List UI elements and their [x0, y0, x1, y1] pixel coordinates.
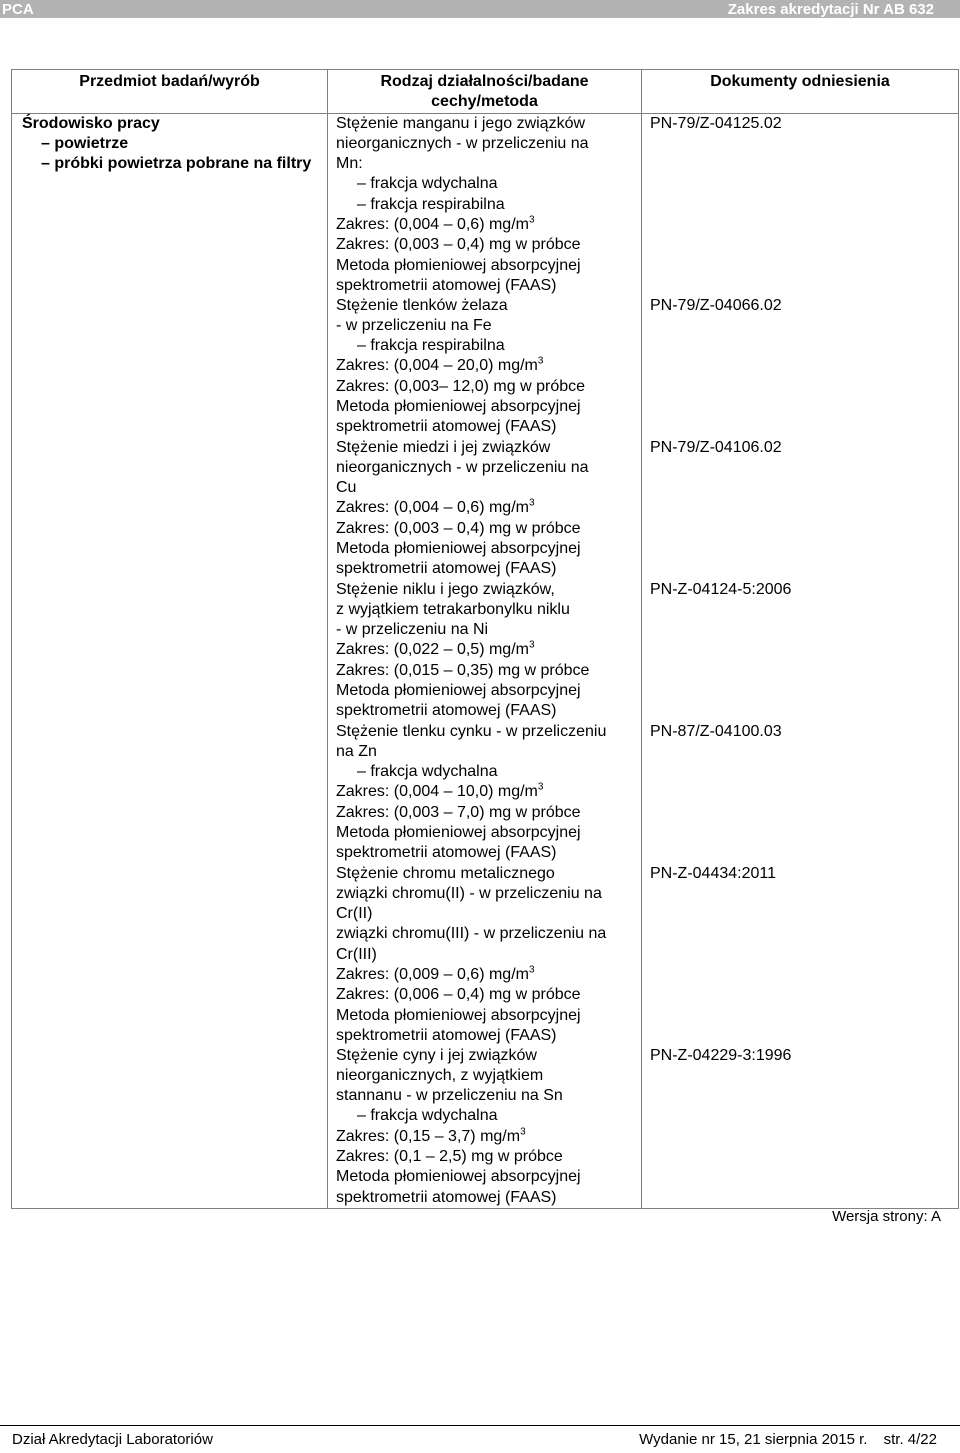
- footer-right: [639, 1431, 937, 1448]
- table-row: [12, 113, 959, 1208]
- unit-superscript: 3: [537, 782, 544, 794]
- unit-superscript: 3: [520, 1126, 526, 1138]
- activity-line: Zakres: (0,015 – 0,35) mg w próbce: [336, 661, 590, 679]
- activity-line: Stężenie tlenków żelaza: [336, 296, 508, 314]
- activity-line: z wyjątkiem tetrakarbonylku niklu: [336, 600, 570, 618]
- activity-line: Mn:: [336, 155, 363, 173]
- subject-line: Środowisko pracy: [22, 114, 160, 132]
- activity-line: związki chromu(III) - w przeliczeniu na: [336, 925, 607, 943]
- page-header: [0, 0, 960, 18]
- activity-line: Metoda płomieniowej absorpcyjnej: [336, 1168, 581, 1186]
- activity-line: – frakcja wdychalna: [357, 175, 498, 193]
- activity-line: Zakres: (0,004 – 20,0) $mg/m^3$: [336, 356, 544, 375]
- activity-block: [336, 1046, 635, 1208]
- activity-line: spektrometrii atomowej (FAAS): [336, 560, 557, 578]
- activity-line: Zakres: (0,1 – 2,5) mg w próbce: [336, 1148, 563, 1166]
- activity-line: Zakres: (0,004 – 0,6) $mg/m^3$: [336, 214, 535, 234]
- activity-block: [336, 580, 635, 722]
- activity-line: Zakres: (0,003 – 0,4) mg w próbce: [336, 519, 581, 537]
- activity-line: Stężenie miedzi i jej związków: [336, 438, 551, 456]
- activity-block: [336, 722, 635, 864]
- activity-line: Zakres: (0,022 – 0,5) $mg/m^3$: [336, 640, 535, 659]
- table-header-row: [12, 70, 959, 114]
- header-left: PCA: [2, 0, 34, 18]
- activity-line: Stężenie niklu i jego związków,: [336, 580, 555, 598]
- unit-superscript: 3: [537, 356, 544, 368]
- activity-line: spektrometrii atomowej (FAAS): [336, 276, 557, 294]
- reference-standard: PN-87/Z-04100.03: [650, 722, 782, 740]
- reference-standard: PN-Z-04229-3:1996: [650, 1046, 792, 1064]
- activity-line: Cu: [336, 479, 357, 497]
- activity-line: Metoda płomieniowej absorpcyjnej: [336, 1006, 581, 1024]
- activity-line: Metoda płomieniowej absorpcyjnej: [336, 398, 581, 416]
- activity-line: spektrometrii atomowej (FAAS): [336, 1188, 557, 1206]
- activity-line: Metoda płomieniowej absorpcyjnej: [336, 682, 581, 700]
- activity-line: – frakcja respirabilna: [357, 195, 505, 213]
- activity-line: – frakcja respirabilna: [357, 337, 505, 355]
- activity-line: Zakres: (0,003 – 0,4) mg w próbce: [336, 236, 581, 254]
- reference-standard: PN-Z-04434:2011: [650, 864, 776, 882]
- reference-standard: PN-79/Z-04106.02: [650, 438, 782, 456]
- activity-line: Zakres: (0,004 – 0,6) $mg/m^3$: [336, 498, 535, 517]
- footer-page-number: str. 4/22: [883, 1431, 937, 1448]
- activity-line: spektrometrii atomowej (FAAS): [336, 418, 557, 436]
- activity-line: Metoda płomieniowej absorpcyjnej: [336, 256, 581, 274]
- reference-standard: PN-79/Z-04066.02: [650, 296, 782, 314]
- activity-line: związki chromu(II) - w przeliczeniu na: [336, 884, 602, 902]
- activity-block: [336, 296, 635, 438]
- footer-edition: Wydanie nr 15, 21 sierpnia 2015 r.: [639, 1431, 868, 1448]
- activity-line: Metoda płomieniowej absorpcyjnej: [336, 824, 581, 842]
- activity-line: Cr(II): [336, 905, 373, 923]
- activity-line: Zakres: (0,006 – 0,4) mg w próbce: [336, 986, 581, 1004]
- activity-block: [336, 114, 635, 296]
- activity-cell: [328, 113, 642, 1208]
- column-header-references: Dokumenty odniesienia: [642, 70, 959, 114]
- activity-line: Metoda płomieniowej absorpcyjnej: [336, 540, 581, 558]
- subject-line: – próbki powietrza pobrane na filtry: [41, 155, 312, 173]
- activity-line: stannanu - w przeliczeniu na Sn: [336, 1087, 563, 1105]
- activity-line: Zakres: (0,004 – 10,0) $mg/m^3$: [336, 782, 544, 801]
- subject-line: – powietrze: [41, 134, 129, 152]
- unit-superscript: 3: [528, 498, 535, 510]
- activity-block: [336, 438, 635, 580]
- page-version: Wersja strony: A: [832, 1208, 941, 1225]
- activity-line: nieorganicznych, z wyjątkiem: [336, 1066, 544, 1084]
- activity-line: Zakres: (0,003 – 7,0) mg w próbce: [336, 803, 581, 821]
- activity-line: - w przeliczeniu na Ni: [336, 621, 489, 639]
- header-right: Zakres akredytacji Nr AB 632: [727, 0, 934, 18]
- activity-line: Zakres: (0,009 – 0,6) $mg/m^3$: [336, 964, 535, 984]
- activity-line: Stężenie tlenku cynku - w przeliczeniu: [336, 722, 607, 740]
- column-header-subject: Przedmiot badań/wyrób: [12, 70, 328, 114]
- activity-line: Stężenie chromu metalicznego: [336, 864, 555, 882]
- activity-line: spektrometrii atomowej (FAAS): [336, 702, 557, 720]
- activity-line: - w przeliczeniu na Fe: [336, 316, 492, 334]
- activity-line: spektrometrii atomowej (FAAS): [336, 844, 557, 862]
- reference-standard: PN-79/Z-04125.02: [650, 114, 782, 132]
- activity-line: Zakres: (0,003– 12,0) mg w próbce: [336, 377, 586, 395]
- accreditation-table: [11, 69, 959, 1209]
- unit-superscript: 3: [528, 214, 535, 226]
- activity-line: spektrometrii atomowej (FAAS): [336, 1026, 557, 1044]
- reference-standard: PN-Z-04124-5:2006: [650, 580, 792, 598]
- column-header-activity: Rodzaj działalności/badane cechy/metoda: [328, 70, 642, 114]
- activity-line: – frakcja wdychalna: [357, 1107, 498, 1125]
- activity-line: nieorganicznych - w przeliczeniu na: [336, 458, 589, 476]
- activity-line: – frakcja wdychalna: [357, 763, 498, 781]
- subject-cell: [12, 113, 328, 1208]
- references-cell: [642, 113, 959, 1208]
- activity-line: Cr(III): [336, 945, 377, 963]
- activity-line: Stężenie cyny i jej związków: [336, 1046, 537, 1064]
- footer-department: Dział Akredytacji Laboratoriów: [12, 1431, 213, 1448]
- activity-line: Stężenie manganu i jego związków: [336, 114, 586, 132]
- page-footer: [0, 1425, 960, 1453]
- activity-line: Zakres: (0,15 – 3,7) $mg/m^3$: [336, 1126, 526, 1145]
- unit-superscript: 3: [528, 964, 535, 976]
- activity-line: nieorganicznych - w przeliczeniu na: [336, 134, 589, 152]
- unit-superscript: 3: [528, 640, 535, 652]
- activity-line: na Zn: [336, 742, 377, 760]
- activity-block: [336, 864, 635, 1046]
